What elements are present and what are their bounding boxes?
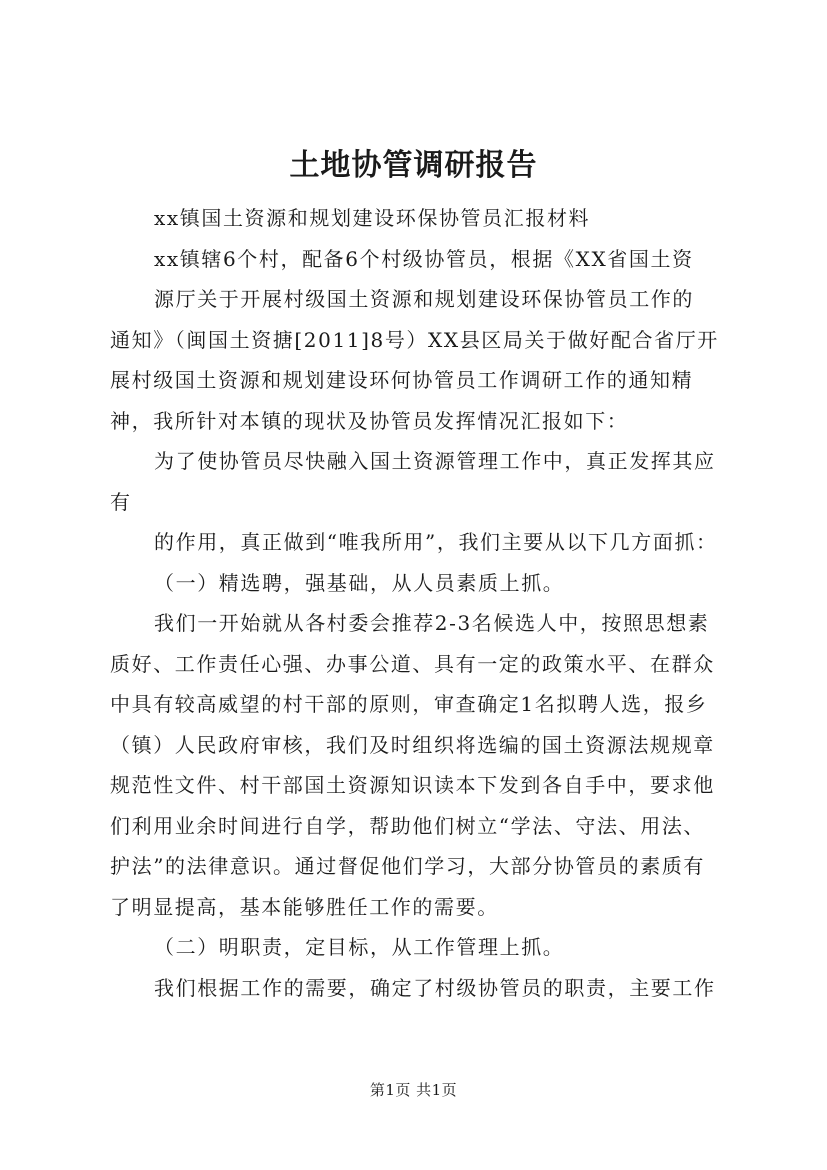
paragraph-line: 我们根据工作的需要，确定了村级协管员的职责，主要工作 (154, 975, 716, 1000)
paragraph-line: 护法”的法律意识。通过督促他们学习，大部分协管员的素质有 (110, 854, 706, 878)
paragraph-line: xx镇辖6个村，配备6个村级协管员，根据《XX省国土资 (154, 246, 694, 271)
paragraph-line: 们利用业余时间进行自学，帮助他们树立“学法、守法、用法、 (110, 813, 706, 838)
document-body (110, 198, 750, 1008)
paragraph-line: 规范性文件、村干部国土资源知识读本下发到各自手中，要求他 (110, 773, 715, 797)
paragraph-line: 通知》（闽国土资搪[2011]8号）XX县区局关于做好配合省厅开 (110, 327, 719, 352)
paragraph-line: 的作用，真正做到“唯我所用”，我们主要从以下几方面抓： (154, 530, 718, 554)
paragraph-line: 了明显提高，基本能够胜任工作的需要。 (110, 894, 499, 919)
paragraph-line: xx镇国土资源和规划建设环保协管员汇报材料 (154, 206, 591, 230)
section-heading: （一）精选聘，强基础，从人员素质上抓。 (154, 570, 565, 595)
paragraph-line: 中具有较高威望的村干部的原则，审查确定1名拟聘人选，报乡 (110, 692, 708, 716)
paragraph-line: （镇）人民政府审核，我们及时组织将选编的国土资源法规规章 (110, 732, 715, 757)
paragraph-line: 神，我所针对本镇的现状及协管员发挥情况汇报如下： (110, 408, 629, 433)
page-footer: 第1页 共1页 (369, 1081, 458, 1099)
paragraph-line: 为了使协管员尽快融入国土资源管理工作中，真正发挥其应 (154, 449, 716, 473)
paragraph-line: 质好、工作责任心强、办事公道、具有一定的政策水平、在群众 (110, 651, 715, 676)
paragraph-line: 我们一开始就从各村委会推荐2-3名候选人中，按照思想素 (154, 611, 710, 635)
document-title: 土地协管调研报告 (289, 148, 538, 183)
paragraph-line: 源厅关于开展村级国土资源和规划建设环保协管员工作的 (154, 287, 694, 311)
section-heading: （二）明职责，定目标，从工作管理上抓。 (154, 935, 565, 959)
paragraph-line: 有 (110, 489, 132, 514)
paragraph-line: 展村级国土资源和规划建设环何协管员工作调研工作的通知精 (110, 368, 694, 392)
